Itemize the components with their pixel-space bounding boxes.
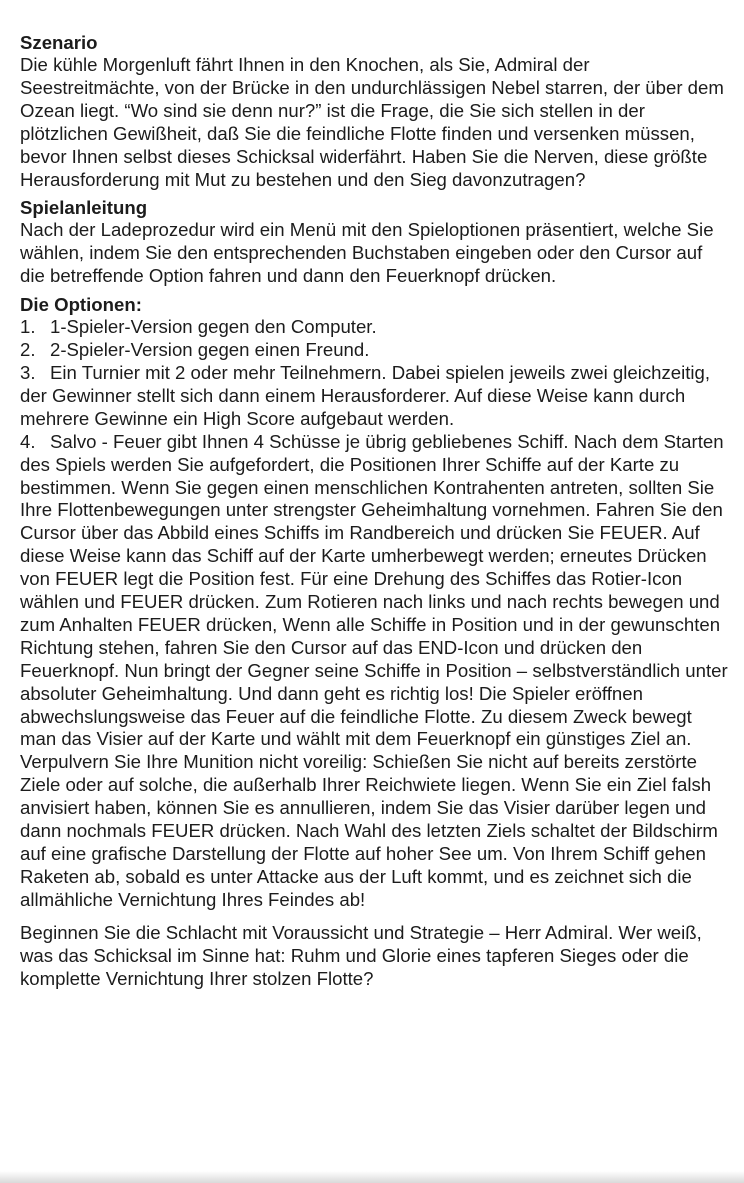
- scenario-text: Die kühle Morgenluft fährt Ihnen in den Knochen, als Sie, Admiral der Seestreitmächte, von der Brücke in den undurchlässigen Nebel starren, der über dem Ozean liegt. “Wo sind sie denn nur?” ist die Frage, die Sie sich stellen in der plötzlichen Gewißheit, daß Sie die feindliche Flotte finden und versenken müssen, bevor Ihnen selbst dieses Schicksal widerfährt. Haben Sie die Nerven, diese größte Herausforderung mit Mut zu bestehen und den Sieg davonzutragen?: [20, 54, 724, 190]
- option-text: 1-Spieler-Version gegen den Computer.: [50, 316, 377, 338]
- option-text: Salvo - Feuer gibt Ihnen 4 Schüsse je übrig gebliebenes Schiff. Nach dem Starten des Spiels werden Sie aufgefordert, die Positionen Ihrer Schiffe auf der Karte zu bestimmen. Wenn Sie gegen einen menschlichen Kontrahenten antreten, sollten Sie Ihre Flottenbewegungen unter strengster Geheimhaltung vornehmen. Fahren Sie den Cursor über das Abbild eines Schiffs im Randbereich und drücken Sie FEUER. Auf diese Weise kann das Schiff auf der Karte umherbewegt werden; erneutes Drücken von FEUER legt die Position fest. Für eine Drehung des Schiffes das Rotier-Icon wählen und FEUER drücken. Zum Rotieren nach links und nach rechts bewegen und zum Anhalten FEUER drücken, Wenn alle Schiffe in Position und in der gewunschten Richtung stehen, fahren Sie den Cursor auf das END-Icon und drücken den Feuerknopf. Nun bringt der Gegner seine Schiffe in Position – selbstverständlich unter absoluter Geheimhaltung. Und dann geht es richtig los! Die Spieler eröffnen abwechslungsweise das Feuer auf die feindliche Flotte. Zu diesem Zweck bewegt man das Visier auf der Karte und wählt mit dem Feuerknopf ein günstiges Ziel an. Verpulvern Sie Ihre Munition nicht voreilig: Schießen Sie nicht auf bereits zerstörte Ziele oder auf solche, die außerhalb Ihrer Reichwiete liegen. Wenn Sie ein Ziel falsh anvisiert haben, können Sie es annullieren, indem Sie das Visier darüber legen und dann nochmals FEUER drücken. Nach Wahl des letzten Ziels schaltet der Bildschirm auf eine grafische Darstellung der Flotte auf hoher See um. Von Ihrem Schiff gehen Raketen ab, sobald es unter Attacke aus der Luft kommt, und es zeichnet sich die allmähliche Vernichtung Ihres Feindes ab!: [20, 430, 728, 910]
- option-item: [20, 362, 732, 431]
- instructions-text: Nach der Ladeprozedur wird ein Menü mit den Spieloptionen präsentiert, welche Sie wählen, indem Sie den entsprechenden Buchstaben eingeben oder den Cursor auf die betreffende Option fahren und dann den Feuerknopf drücken.: [20, 219, 714, 287]
- option-number: 1.: [20, 316, 36, 338]
- option-number: 3.: [20, 361, 36, 383]
- option-item: [20, 316, 732, 339]
- option-text: Ein Turnier mit 2 oder mehr Teilnehmern. Dabei spielen jeweils zwei gleichzeitig, der Gewinner stellt sich dann einem Herausforderer. Auf diese Weise kann durch mehrere Gewinne ein High Score aufgebaut werden.: [20, 361, 711, 429]
- options-list: [20, 316, 732, 912]
- options-heading: Die Optionen:: [20, 294, 142, 316]
- option-text: 2-Spieler-Version gegen einen Freund.: [50, 339, 370, 361]
- instructions-heading: Spielanleitung: [20, 197, 148, 219]
- option-item: [20, 431, 732, 912]
- closing-text: Beginnen Sie die Schlacht mit Voraussicht und Strategie – Herr Admiral. Wer weiß, was das Schicksal im Sinne hat: Ruhm und Glorie eines tapferen Sieges oder die komplette Vernichtung Ihrer stolzen Flotte?: [20, 921, 702, 989]
- option-item: [20, 339, 732, 362]
- option-number: 2.: [20, 339, 36, 361]
- manual-page: [20, 32, 732, 990]
- option-number: 4.: [20, 430, 36, 452]
- page-bottom-edge: [0, 1171, 744, 1183]
- scenario-heading: Szenario: [20, 32, 98, 53]
